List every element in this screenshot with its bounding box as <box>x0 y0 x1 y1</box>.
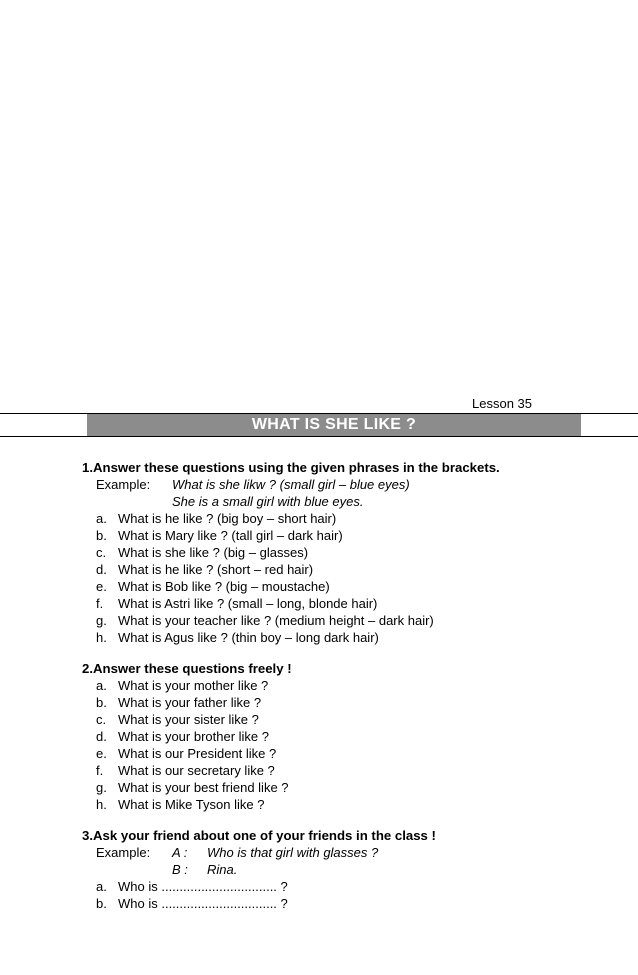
item-letter: a. <box>96 879 107 894</box>
item-text: What is he like ? (short – red hair) <box>118 562 314 577</box>
section-3 <box>82 827 622 912</box>
item-letter: e. <box>96 746 107 761</box>
item-text: What is he like ? (big boy – short hair) <box>118 511 337 526</box>
list-item <box>82 510 622 527</box>
item-letter: b. <box>96 695 107 710</box>
list-item <box>82 878 622 895</box>
list-item <box>82 612 622 629</box>
list-item <box>82 578 622 595</box>
dialogue-line <box>82 844 622 861</box>
item-text: What is Agus like ? (thin boy – long dark hair) <box>118 630 379 645</box>
item-text: What is Mike Tyson like ? <box>118 797 265 812</box>
list-item <box>82 762 622 779</box>
item-text: Who is ................................ ? <box>118 896 288 911</box>
item-letter: c. <box>96 712 107 727</box>
list-item <box>82 895 622 912</box>
item-letter: c. <box>96 545 107 560</box>
dialogue-text: Who is that girl with glasses ? <box>207 845 379 860</box>
example-label: Example: <box>96 845 151 860</box>
list-item <box>82 728 622 745</box>
item-letter: g. <box>96 780 107 795</box>
list-item <box>82 544 622 561</box>
list-item <box>82 561 622 578</box>
item-letter: a. <box>96 511 107 526</box>
item-letter: b. <box>96 896 107 911</box>
item-text: What is your sister like ? <box>118 712 259 727</box>
list-item <box>82 694 622 711</box>
item-letter: d. <box>96 562 107 577</box>
example-line <box>82 476 622 493</box>
page-title: WHAT IS SHE LIKE ? <box>87 414 581 436</box>
item-text: What is Astri like ? (small – long, blonde hair) <box>118 596 378 611</box>
item-letter: h. <box>96 630 107 645</box>
dialogue-text: Rina. <box>207 862 238 877</box>
dialogue-speaker: A : <box>172 845 188 860</box>
section-3-heading: 3.Ask your friend about one of your friends in the class ! <box>82 828 436 843</box>
item-text: What is your father like ? <box>118 695 262 710</box>
section-1-heading: 1.Answer these questions using the given phrases in the brackets. <box>82 460 500 475</box>
item-letter: f. <box>96 763 104 778</box>
item-text: What is our secretary like ? <box>118 763 275 778</box>
item-text: Who is ................................ ? <box>118 879 288 894</box>
list-item <box>82 629 622 646</box>
item-letter: f. <box>96 596 104 611</box>
item-letter: a. <box>96 678 107 693</box>
item-letter: b. <box>96 528 107 543</box>
example-answer: She is a small girl with blue eyes. <box>172 494 364 509</box>
list-item <box>82 527 622 544</box>
example-label: Example: <box>96 477 151 492</box>
item-letter: h. <box>96 797 107 812</box>
worksheet-content <box>82 459 622 926</box>
list-item <box>82 745 622 762</box>
item-text: What is your best friend like ? <box>118 780 289 795</box>
list-item <box>82 677 622 694</box>
item-text: What is she like ? (big – glasses) <box>118 545 309 560</box>
item-text: What is Bob like ? (big – moustache) <box>118 579 330 594</box>
lesson-number: Lesson 35 <box>472 396 532 411</box>
list-item <box>82 779 622 796</box>
section-1 <box>82 459 622 646</box>
list-item <box>82 595 622 612</box>
item-letter: d. <box>96 729 107 744</box>
dialogue-speaker: B : <box>172 862 188 877</box>
list-item <box>82 796 622 813</box>
item-text: What is your mother like ? <box>118 678 269 693</box>
section-2-heading: 2.Answer these questions freely ! <box>82 661 292 676</box>
example-line <box>82 493 622 510</box>
item-text: What is Mary like ? (tall girl – dark hair) <box>118 528 343 543</box>
item-letter: e. <box>96 579 107 594</box>
item-text: What is our President like ? <box>118 746 277 761</box>
item-text: What is your teacher like ? (medium height – dark hair) <box>118 613 434 628</box>
example-question: What is she likw ? (small girl – blue eyes) <box>172 477 410 492</box>
item-text: What is your brother like ? <box>118 729 270 744</box>
dialogue-line <box>82 861 622 878</box>
section-2 <box>82 660 622 813</box>
item-letter: g. <box>96 613 107 628</box>
list-item <box>82 711 622 728</box>
bottom-rule <box>0 436 638 437</box>
